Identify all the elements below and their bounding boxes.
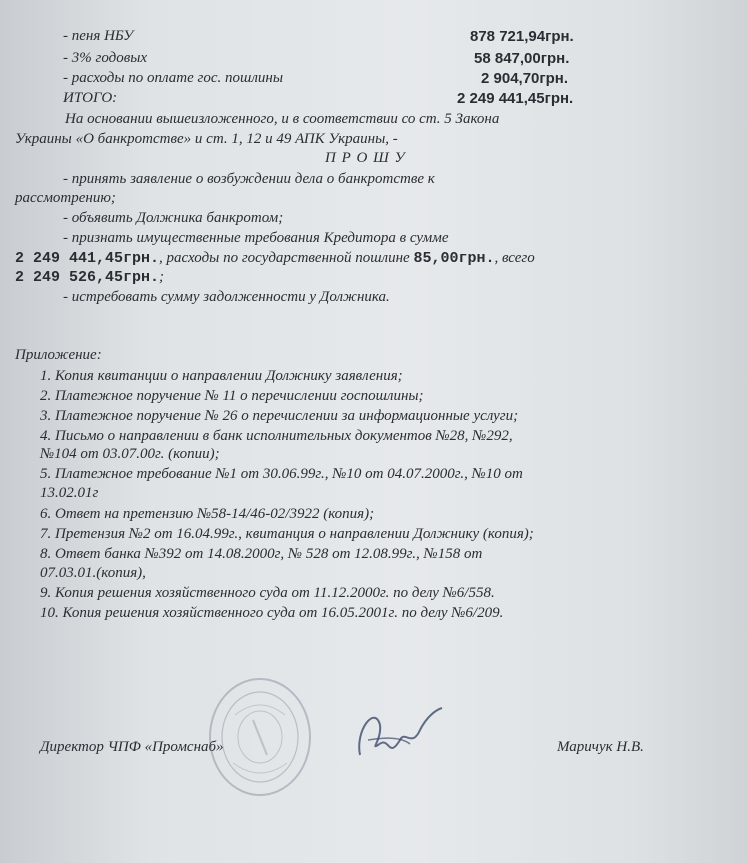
penalty-value: 878 721,94грн. — [470, 28, 574, 45]
request-3-line-3 — [15, 269, 164, 286]
fee-label: - расходы по оплате гос. пошлины — [63, 70, 283, 86]
total-label: ИТОГО: — [63, 90, 118, 106]
request-4: - истребовать сумму задолженности у Должника. — [63, 289, 390, 305]
attachment-item: 9. Копия решения хозяйственного суда от 11.12.2000г. по делу №6/558. — [40, 585, 495, 601]
interest-value: 58 847,00грн. — [474, 50, 570, 67]
signatory-position: Директор ЧПФ «Промснаб» — [40, 739, 224, 755]
handwritten-signature — [350, 700, 445, 770]
request-heading: П Р О Ш У — [325, 150, 406, 166]
attachment-item: 6. Ответ на претензию №58-14/46-02/3922 (копия); — [40, 506, 375, 522]
request-3-mid: , расходы по государственной пошлине — [159, 250, 414, 266]
attachment-item: №104 от 03.07.00г. (копии); — [40, 446, 220, 462]
basis-line-1: На основании вышеизложенного, и в соответствии со ст. 5 Закона — [65, 111, 500, 127]
request-3-end: ; — [159, 269, 165, 285]
total-claim-amount: 2 249 526,45грн. — [15, 269, 160, 286]
total-value: 2 249 441,45грн. — [457, 90, 574, 107]
attachment-item: 5. Платежное требование №1 от 30.06.99г., №10 от 04.07.2000г., №10 от — [40, 466, 523, 482]
attachment-item: 2. Платежное поручение № 11 о перечислении госпошлины; — [40, 388, 424, 404]
request-1-line-1: - принять заявление о возбуждении дела о банкротстве к — [63, 171, 435, 187]
claim-amount: 2 249 441,45грн. — [15, 250, 160, 267]
attachment-item: 3. Платежное поручение № 26 о перечислении за информационные услуги; — [40, 408, 519, 424]
attachment-item: 7. Претензия №2 от 16.04.99г., квитанция о направлении Должнику (копия); — [40, 526, 534, 542]
interest-label: - 3% годовых — [63, 50, 148, 66]
fee-value: 2 904,70грн. — [481, 70, 569, 87]
penalty-label: - пеня НБУ — [63, 28, 134, 44]
attachment-item: 07.03.01.(копия), — [40, 565, 146, 581]
signatory-name: Маричук Н.В. — [557, 739, 644, 755]
request-3-line-2 — [15, 250, 535, 267]
attachments-heading: Приложение: — [15, 347, 102, 363]
request-3-line-1: - признать имущественные требования Кредитора в сумме — [63, 230, 449, 246]
stamp-seal — [205, 675, 315, 800]
attachment-item: 10. Копия решения хозяйственного суда от 16.05.2001г. по делу №6/209. — [40, 605, 504, 621]
fee-amount: 85,00грн. — [413, 250, 495, 267]
basis-line-2: Украины «О банкротстве» и ст. 1, 12 и 49 АПК Украины, - — [15, 131, 398, 147]
attachment-item: 13.02.01г — [40, 485, 99, 501]
request-3-tail: , всего — [494, 250, 535, 266]
request-1-line-2: рассмотрению; — [15, 190, 116, 206]
attachment-item: 8. Ответ банка №392 от 14.08.2000г, № 528 от 12.08.99г., №158 от — [40, 546, 483, 562]
request-2: - объявить Должника банкротом; — [63, 210, 284, 226]
attachment-item: 4. Письмо о направлении в банк исполнительных документов №28, №292, — [40, 428, 513, 444]
attachment-item: 1. Копия квитанции о направлении Должнику заявления; — [40, 368, 403, 384]
